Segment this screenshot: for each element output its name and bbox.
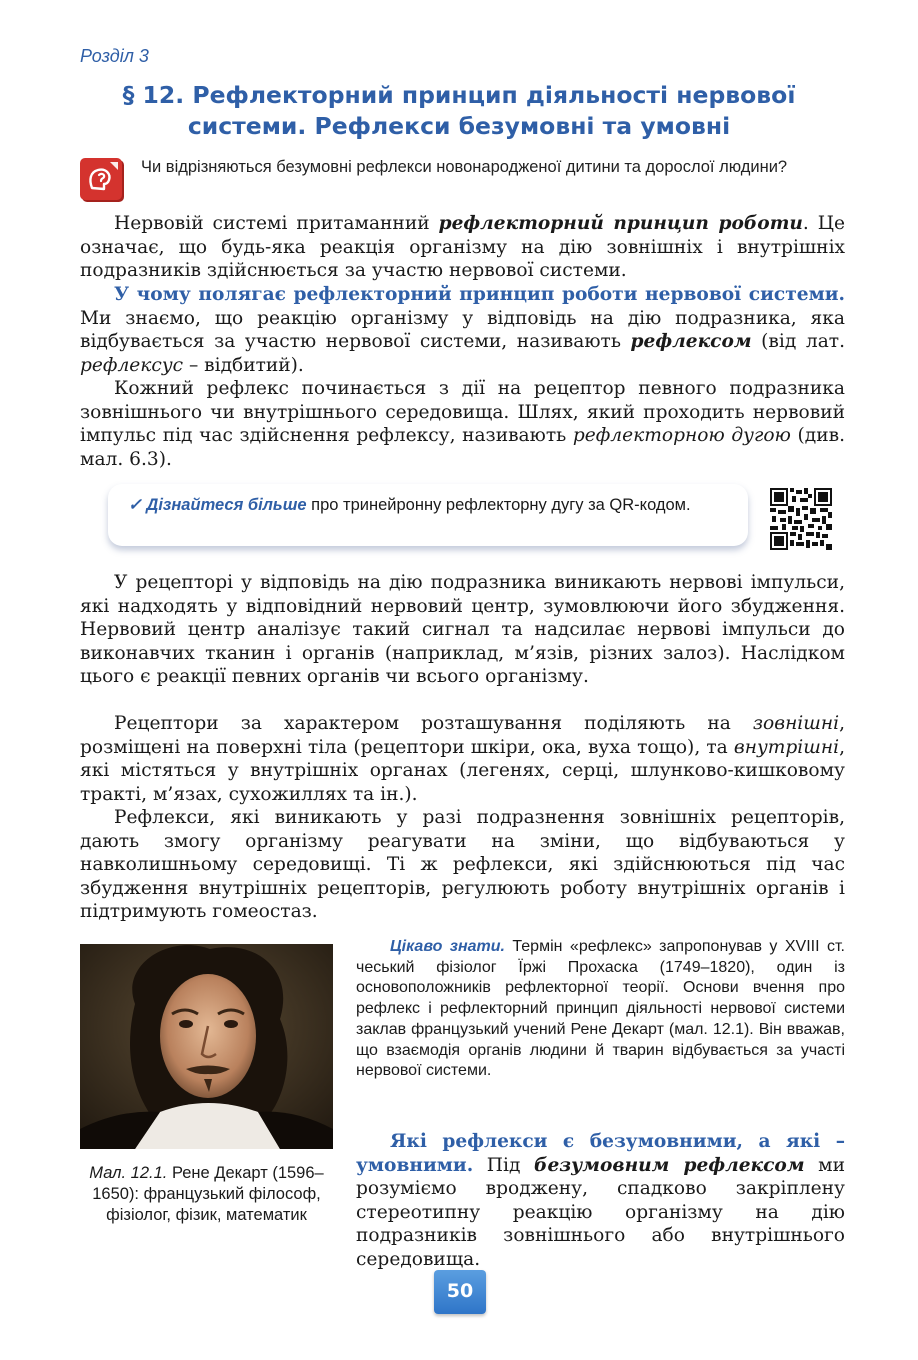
check-icon: ✓ [128,496,142,514]
paragraph-2-heading: У чому полягає рефлекторний принцип роботи нервової системи. [114,284,845,305]
page-number: 50 [434,1270,486,1314]
learn-more-text: ✓ Дізнайтеся більше про тринейронну рефлекторну дугу за QR-кодом. [128,496,691,514]
page-title [60,80,858,142]
title-line-1: § 12. Рефлекторний принцип діяльності нервової [122,81,796,109]
paragraph-6: Рефлекси, які виникають у разі подразнення зовнішніх рецепторів, дають змогу організму реагувати на зміни, що відбуваються у навколишньому середовищі. Ті ж рефлекси, які здійснюються під час збудження внутрішніх рецепторів, регулюють роботу внутрішніх органів і підтримують гомеостаз. [80,807,845,922]
interesting-fact-heading: Цікаво знати. [390,938,505,955]
paragraph-2: У чому полягає рефлекторний принцип роботи нервової системи. Ми знаємо, що реакцію організму у відповідь на дію подразника, яка відбувається за участю нервової системи, називають рефлексом (від лат. рефлексус – відбитий). [80,284,845,376]
figure-caption: Мал. 12.1. Рене Декарт (1596–1650): французький філософ, фізіолог, фізик, математик [89,1164,324,1224]
paragraph-3: Кожний рефлекс починається з дії на рецептор певного подразника зовнішнього чи внутрішнього середовища. Шлях, який проходить нервовий імпульс під час здійснення рефлексу, називають рефлекторною дугою (див. мал. 6.3). [80,378,845,470]
qr-code[interactable] [770,488,832,550]
paragraph-1: Нервовій системі притаманний рефлекторний принцип роботи. Це означає, що будь-яка реакція організму на дію зовнішніх і внутрішніх подразників здійснюється за участю нервової системи. [80,213,845,281]
paragraph-7: Які рефлекси є безумовними, а які – умовними. Під безумовним рефлексом ми розуміємо вроджену, спадково закріплену стереотипну реакцію організму на дію подразників зовнішнього або внутрішнього середовища. [356,1131,845,1270]
paragraph-7-heading: Які рефлекси є безумовними, а які – умовними. [356,1131,845,1176]
intro-question: Чи відрізняються безумовні рефлекси новонародженої дитини та дорослої людини? [141,158,788,176]
descartes-portrait [80,944,333,1149]
section-label: Розділ 3 [80,46,149,66]
question-icon [80,158,122,200]
paragraph-4: У рецепторі у відповідь на дію подразника виникають нервові імпульси, які надходять у відповідний нервовий центр, зумовлюючи його збудження. Нервовий центр аналізує такий сигнал та надсилає нервові імпульси до виконавчих тканин і органів (наприклад, м’язів, різних залоз). Наслідком цього є реакції певних органів чи всього організму. [80,572,845,687]
interesting-fact: Цікаво знати. Термін «рефлекс» запропонував у XVIII ст. чеський фізіолог Їржі Прохаска (1749–1820), один із основоположників рефлекторної теорії. Основи вчення про рефлекс і рефлекторний принцип діяльності нервової системи заклав французький учений Рене Декарт (мал. 12.1). Він вважав, що взаємодія органів людини й тварин відбувається за участі нервової системи. [356,938,846,1080]
title-line-2: системи. Рефлекси безумовні та умовні [187,112,731,140]
paragraph-5: Рецептори за характером розташування поділяють на зовнішні, розміщені на поверхні тіла (рецептори шкіри, ока, вуха тощо), та внутрішні, які містяться у внутрішніх органах (легенях, серці, шлунково-кишковому тракті, м’язах, сухожиллях та ін.). [80,713,845,805]
